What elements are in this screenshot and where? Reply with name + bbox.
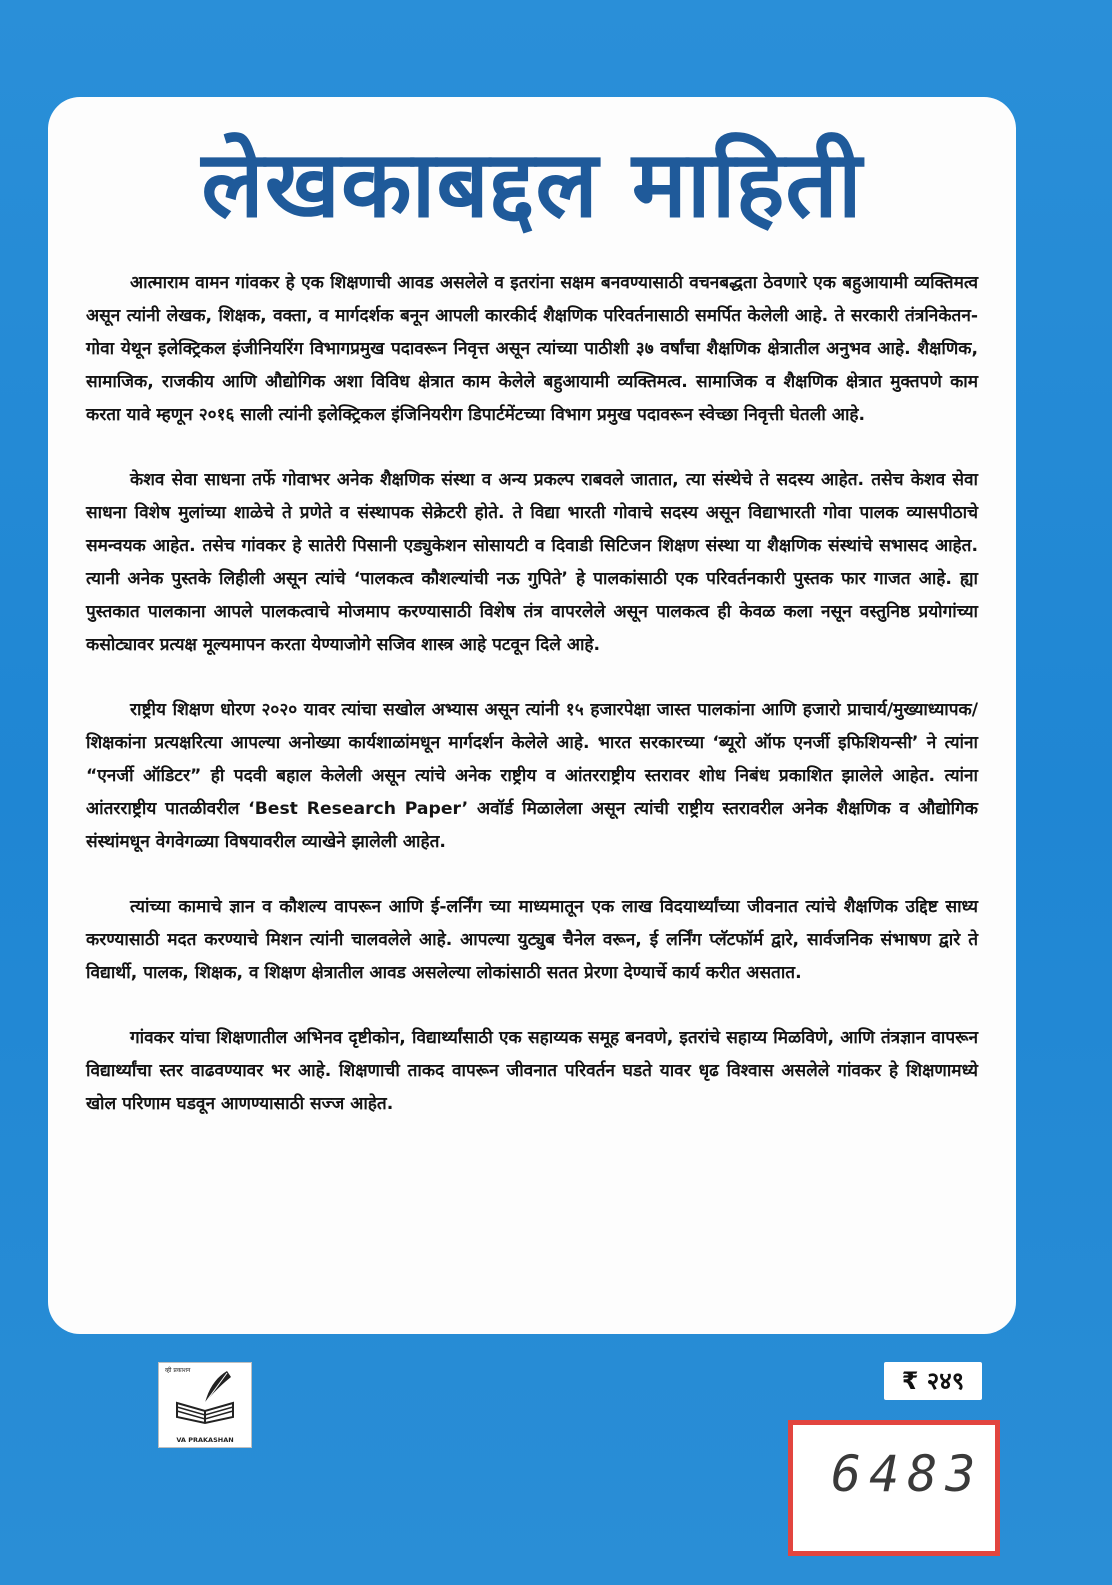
inventory-stamp <box>788 1420 1000 1556</box>
publisher-logo <box>158 1362 252 1448</box>
book-quill-icon <box>169 1367 241 1427</box>
publisher-name: VA PRAKASHAN <box>176 1436 234 1444</box>
author-info-panel <box>48 97 1016 1334</box>
bio-paragraph: गांवकर यांचा शिक्षणातील अभिनव दृष्टीकोन, विद्यार्थ्यांसाठी एक सहाय्यक समूह बनवणे, इतरांचे सहाय्य मिळविणे, आणि तंत्रज्ञान वापरून विद्यार्थ्यांचा स्तर वाढवण्यावर भर आहे. शिक्षणाची ताकद वापरून जीवनात परिवर्तन घडते यावर धृढ विश्वास असलेले गांवकर हे शिक्षणामध्ये खोल परिणाम घडवून आणण्यासाठी सज्ज आहेत. <box>86 1028 978 1114</box>
bio-paragraph: त्यांच्या कामाचे ज्ञान व कौशल्य वापरून आणि ई-लर्निंग च्या माध्यमातून एक लाख विदयार्थ्यांच्या जीवनात त्यांचे शैक्षणिक उद्दिष्ट साध्य करण्यासाठी मदत करण्याचे मिशन त्यांनी चालवलेले आहे. आपल्या युट्युब चैनेल वरून, ई लर्निंग प्लॅटफॉर्म द्वारे, सार्वजनिक संभाषण द्वारे ते विद्यार्थी, पालक, शिक्षक, व शिक्षण क्षेत्रातील आवड असलेल्या लोकांसाठी सतत प्रेरणा देण्यार्चे कार्य करीत असतात. <box>86 897 978 983</box>
stamp-number: 6483 <box>831 1445 984 1503</box>
publisher-logo-top-text: व्ही प्रकाशन <box>165 1367 191 1374</box>
bio-paragraph: केशव सेवा साधना तर्फे गोवाभर अनेक शैक्षणिक संस्था व अन्य प्रकल्प राबवले जातात, त्या संस्थेचे ते सदस्य आहेत. तसेच केशव सेवा साधना विशेष मुलांच्या शाळेचे ते प्रणेते व संस्थापक सेक्रेटरी होते. ते विद्या भारती गोवाचे सदस्य असून विद्याभारती गोवा पालक व्यासपीठाचे समन्वयक आहेत. तसेच गांवकर हे सातेरी पिसानी एड्युकेशन सोसायटी व दिवाडी सिटिजन शिक्षण संस्था या शैक्षणिक संस्थांचे सभासद आहेत. त्यानी अनेक पुस्तके लिहीली असून त्यांचे ‘पालकत्व कौशल्यांची नऊ गुपिते’ हे पालकांसाठी एक परिवर्तनकारी पुस्तक फार गाजत आहे. ह्या पुस्तकात पालकाना आपले पालकत्वाचे मोजमाप करण्यासाठी विशेष तंत्र वापरलेले असून पालकत्व ही केवळ कला नसून वस्तुनिष्ठ प्रयोगांच्या कसोट्यावर प्रत्यक्ष मूल्यमापन करता येण्याजोगे सजिव शास्त्र आहे पटवून दिले आहे. <box>86 470 978 655</box>
bio-paragraph: आत्माराम वामन गांवकर हे एक शिक्षणाची आवड असलेले व इतरांना सक्षम बनवण्यासाठी वचनबद्धता ठेवणारे एक बहुआयामी व्यक्तिमत्व असून त्यांनी लेखक, शिक्षक, वक्ता, व मार्गदर्शक बनून आपली कारकीर्द शैक्षणिक परिवर्तनासाठी समर्पित केलेली आहे. ते सरकारी तंत्रनिकेतन-गोवा येथून इलेक्ट्रिकल इंजीनियरिंग विभागप्रमुख पदावरून निवृत्त असून त्यांच्या पाठीशी ३७ वर्षांचा शैक्षणिक क्षेत्रातील अनुभव आहे. शैक्षणिक, सामाजिक, राजकीय आणि औद्योगिक अशा विविध क्षेत्रात काम केलेले बहुआयामी व्यक्तिमत्व. सामाजिक व शैक्षणिक क्षेत्रात मुक्तपणे काम करता यावे म्हणून २०१६ साली त्यांनी इलेक्ट्रिकल इंजिनियरीग डिपार्टमेंटच्या विभाग प्रमुख पदावरून स्वेच्छा निवृत्ती घेतली आहे. <box>86 273 978 425</box>
bio-paragraph: राष्ट्रीय शिक्षण धोरण २०२० यावर त्यांचा सखोल अभ्यास असून त्यांनी १५ हजारपेक्षा जास्त पालकांना आणि हजारो प्राचार्य/मुख्याध्यापक/शिक्षकांना प्रत्यक्षरित्या आपल्या अनोख्या कार्यशाळांमधून मार्गदर्शन केलेले आहे. भारत सरकारच्या ‘ब्यूरो ऑफ एनर्जी इफिशियन्सी’ ने त्यांना “एनर्जी ऑडिटर” ही पदवी बहाल केलेली असून त्यांचे अनेक राष्ट्रीय व आंतरराष्ट्रीय स्तरावर शोध निबंध प्रकाशित झालेले आहेत. त्यांना आंतरराष्ट्रीय पातळीवरील ‘Best Research Paper’ अवॉर्ड मिळालेला असून त्यांची राष्ट्रीय स्तरावरील अनेक शैक्षणिक व औद्योगिक संस्थांमधून वेगवेगळ्या विषयावरील व्याखेने झालेली आहेत. <box>86 700 978 852</box>
page-title: लेखकाबद्दल माहिती <box>201 131 863 238</box>
price-tag: ₹ २४९ <box>884 1362 982 1400</box>
author-bio <box>86 267 978 1121</box>
